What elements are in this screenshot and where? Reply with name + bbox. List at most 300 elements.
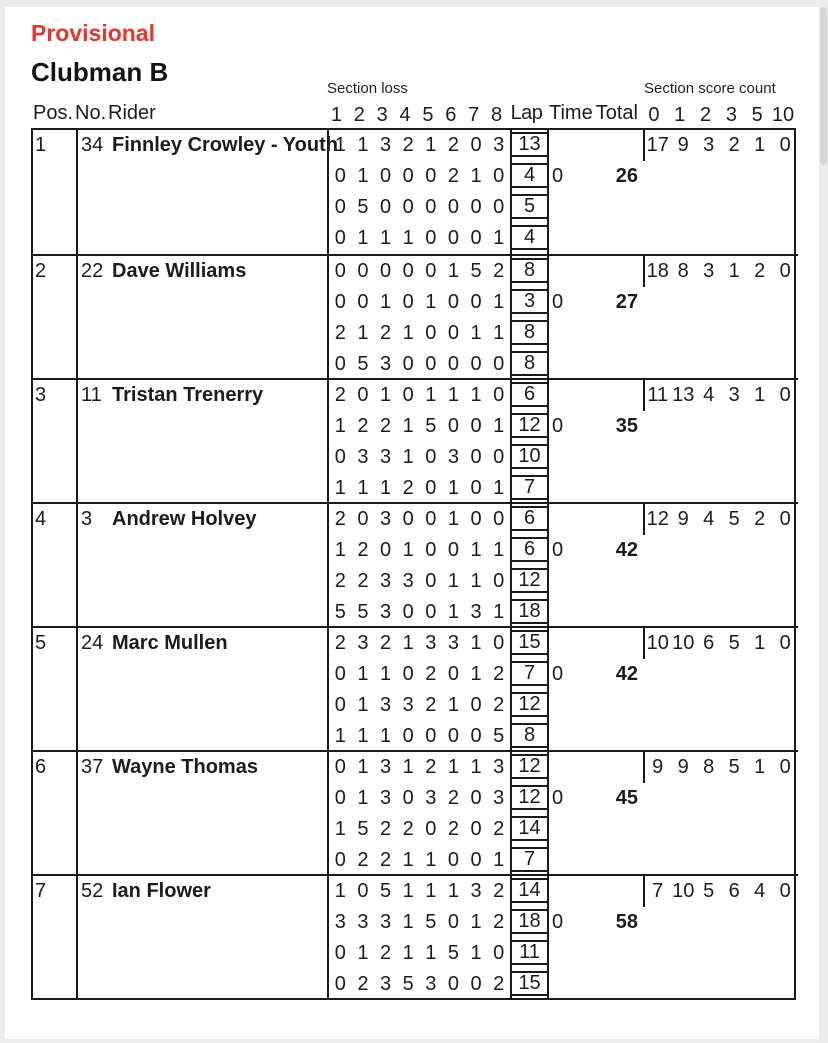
page-edge-bottom [0,1039,828,1043]
lap-total: 13 [512,132,547,157]
lap-total-slot [512,380,547,411]
lap-total: 12 [512,568,547,593]
total-value: 26 [615,165,638,187]
section-score: 2 [357,415,369,437]
lap-total-slot [512,535,547,566]
lap-total: 14 [512,878,547,903]
section-score: 3 [470,601,482,623]
section-loss-lap-row [329,597,510,628]
score-count-value: 0 [779,756,791,778]
score-count-values [643,256,798,287]
section-score: 2 [493,911,505,933]
section-score: 2 [380,818,392,840]
section-score: 2 [425,694,437,716]
score-count-value: 4 [703,508,715,530]
time-value: 0 [552,415,564,437]
section-score: 1 [425,134,437,156]
section-score: 3 [357,632,369,654]
pos-column-header: Pos. [33,102,74,124]
time-total-row [549,907,643,938]
section-score: 0 [447,911,459,933]
section-score: 0 [402,196,414,218]
section-score: 0 [402,508,414,530]
rider-position: 1 [35,134,47,156]
section-score: 3 [402,694,414,716]
time-total-header-cell [545,100,641,131]
section-score: 2 [380,632,392,654]
lap-total: 3 [512,289,547,314]
section-score: 0 [425,260,437,282]
section-score: 0 [447,973,459,995]
section-score: 0 [380,539,392,561]
rider-number: 24 [81,632,104,654]
section-score: 1 [447,477,459,499]
lap-total-slot [512,752,547,783]
lap-total-slot [512,659,547,690]
section-loss-lap-row [329,845,510,876]
section-score: 3 [380,973,392,995]
section-score: 1 [470,384,482,406]
lap-total: 18 [512,909,547,934]
section-score: 0 [425,353,437,375]
section-score: 1 [402,322,414,344]
rider-row [33,254,798,378]
lap-total-slot [512,130,547,161]
section-score: 1 [470,756,482,778]
section-score: 1 [447,880,459,902]
section-score: 2 [447,787,459,809]
section-score: 1 [402,632,414,654]
provisional-title: Provisional [31,20,155,46]
section-score: 3 [380,787,392,809]
section-score: 0 [470,725,482,747]
rider-column-header-cell [74,100,325,131]
section-score: 0 [470,196,482,218]
lap-total: 12 [512,754,547,779]
section-score: 0 [425,601,437,623]
section-loss-lap-row [329,814,510,845]
score-count-value: 5 [728,756,740,778]
score-count-values [643,504,798,535]
section-score: 1 [447,570,459,592]
section-score: 3 [357,446,369,468]
section-score: 0 [334,291,346,313]
scrollbar-thumb[interactable] [820,7,827,165]
rider-name: Andrew Holvey [112,508,257,530]
time-column-header: Time [549,102,593,124]
rider-row [33,378,798,502]
section-score: 3 [493,756,505,778]
score-count-value: 0 [779,260,791,282]
section-score: 0 [493,942,505,964]
section-score: 0 [402,787,414,809]
section-number-header: 5 [422,104,434,126]
score-count-value: 1 [754,134,766,156]
rider-position: 5 [35,632,47,654]
lap-total-slot [512,845,547,876]
section-loss-lap-row [329,752,510,783]
section-score: 1 [357,942,369,964]
score-count-value: 4 [754,880,766,902]
section-score: 2 [425,756,437,778]
section-score: 0 [447,227,459,249]
score-count-header: 1 [674,104,686,126]
section-score: 0 [425,227,437,249]
section-score: 1 [357,165,369,187]
lap-column-header: Lap [510,102,543,124]
section-score: 2 [357,539,369,561]
lap-total: 4 [512,163,547,188]
score-count-value: 10 [672,632,695,654]
section-number-header: 1 [330,104,342,126]
section-score: 2 [447,165,459,187]
section-score: 2 [402,818,414,840]
section-score: 1 [357,725,369,747]
section-score: 0 [380,196,392,218]
rider-number: 22 [81,260,104,282]
section-score: 2 [334,384,346,406]
section-score: 2 [493,818,505,840]
section-number-header: 4 [399,104,411,126]
total-value: 42 [615,663,638,685]
section-score: 0 [380,260,392,282]
section-number-header: 2 [353,104,365,126]
rider-cell [76,628,327,752]
time-total-row [549,535,643,566]
score-count-value: 7 [652,880,664,902]
time-total-row [549,411,643,442]
lap-total: 7 [512,475,547,500]
score-count-value: 6 [728,880,740,902]
section-loss-lap-row [329,628,510,659]
section-score: 2 [402,477,414,499]
section-score: 0 [425,570,437,592]
section-score: 3 [380,694,392,716]
lap-total: 18 [512,599,547,624]
section-score: 0 [447,539,459,561]
rider-number: 3 [81,508,93,530]
section-score: 2 [493,973,505,995]
section-loss-lap-row [329,380,510,411]
score-count-value: 11 [647,384,669,406]
section-score: 0 [402,353,414,375]
section-score-count-label: Section score count [644,80,776,97]
section-score: 0 [493,446,505,468]
section-score: 1 [425,291,437,313]
section-score: 3 [334,911,346,933]
time-value: 0 [552,165,564,187]
score-count-headers [641,100,796,131]
section-score: 0 [447,322,459,344]
score-count-value: 13 [672,384,695,406]
section-score: 1 [402,227,414,249]
rider-column-header: Rider [108,102,156,124]
score-count-values [643,752,798,783]
rider-cell [76,504,327,628]
rider-name: Tristan Trenerry [112,384,264,406]
lap-total-slot [512,161,547,192]
section-score: 0 [402,260,414,282]
lap-total-slot [512,690,547,721]
section-score: 0 [334,663,346,685]
lap-total-slot [512,783,547,814]
section-score: 2 [493,663,505,685]
score-count-value: 1 [754,384,766,406]
section-loss-lap-row [329,161,510,192]
time-total-cell [547,752,643,876]
section-score: 1 [380,384,392,406]
section-number-header: 3 [376,104,388,126]
section-loss-lap-row [329,473,510,504]
section-number-headers [325,100,508,131]
section-score: 5 [425,415,437,437]
section-score: 1 [470,570,482,592]
section-score: 3 [402,570,414,592]
section-score: 3 [380,134,392,156]
score-count-value: 8 [703,756,715,778]
section-score: 0 [425,725,437,747]
section-score: 1 [402,446,414,468]
section-loss-grid [327,256,510,380]
lap-total-slot [512,256,547,287]
rider-cell [76,752,327,876]
section-score: 0 [470,508,482,530]
section-score: 1 [380,291,392,313]
section-score: 1 [493,601,505,623]
section-score: 5 [470,260,482,282]
score-count-value: 18 [646,260,669,282]
section-score: 0 [447,291,459,313]
page-edge-top [0,0,828,7]
section-score: 1 [470,632,482,654]
section-score: 2 [493,880,505,902]
section-score: 5 [402,973,414,995]
lap-total-slot [512,192,547,223]
section-score: 2 [380,322,392,344]
lap-total-slot [512,566,547,597]
section-loss-lap-row [329,659,510,690]
score-count-value: 17 [646,134,669,156]
section-loss-lap-row [329,256,510,287]
score-count-value: 2 [754,508,766,530]
time-total-row [549,161,643,192]
lap-total: 14 [512,816,547,841]
section-score: 1 [380,477,392,499]
lap-total-slot [512,814,547,845]
lap-total-slot [512,907,547,938]
score-count-value: 9 [652,756,664,778]
time-value: 0 [552,539,564,561]
time-total-cell [547,380,643,504]
total-column-header: Total [595,102,638,124]
rider-cell [76,256,327,380]
section-score: 1 [493,291,505,313]
rider-position: 3 [35,384,47,406]
section-score: 0 [470,415,482,437]
time-total-cell [547,628,643,752]
section-loss-grid [327,504,510,628]
section-score: 2 [357,973,369,995]
section-score: 2 [402,134,414,156]
section-score: 0 [402,384,414,406]
spacer [74,80,325,100]
section-score: 1 [470,663,482,685]
section-score: 0 [402,601,414,623]
section-score: 0 [470,973,482,995]
section-score: 0 [334,942,346,964]
section-score: 1 [380,725,392,747]
section-score: 0 [402,291,414,313]
score-count-header: 0 [648,104,660,126]
section-score: 0 [334,227,346,249]
lap-total-slot [512,411,547,442]
section-loss-lap-row [329,690,510,721]
section-score: 2 [493,694,505,716]
rider-row [33,502,798,626]
score-count-value: 5 [728,632,740,654]
section-score: 0 [470,694,482,716]
section-score: 0 [357,291,369,313]
score-count-value: 3 [703,134,715,156]
section-loss-lap-row [329,192,510,223]
section-score: 0 [334,756,346,778]
section-number-header: 7 [468,104,480,126]
section-score: 0 [334,260,346,282]
rider-number: 37 [81,756,104,778]
section-score: 0 [402,165,414,187]
section-score: 1 [357,477,369,499]
section-score: 1 [334,725,346,747]
time-value: 0 [552,291,564,313]
lap-total: 15 [512,971,547,996]
section-score: 1 [334,818,346,840]
section-score: 1 [380,663,392,685]
score-count-values [643,876,798,907]
time-value: 0 [552,787,564,809]
section-score: 0 [470,134,482,156]
lap-total: 10 [512,444,547,469]
rider-name: Marc Mullen [112,632,228,654]
section-score: 5 [357,601,369,623]
section-score: 1 [493,322,505,344]
score-count-value: 0 [779,880,791,902]
section-loss-grid [327,380,510,504]
section-score: 0 [493,632,505,654]
section-score: 3 [493,787,505,809]
lap-totals-column [510,876,547,1000]
section-score: 5 [334,601,346,623]
section-loss-lap-row [329,504,510,535]
section-score: 0 [470,353,482,375]
section-score: 2 [380,942,392,964]
lap-total: 15 [512,630,547,655]
section-score: 0 [402,663,414,685]
section-score: 5 [380,880,392,902]
rider-row [33,874,798,998]
rider-position: 4 [35,508,47,530]
section-loss-lap-row [329,938,510,969]
lap-total: 12 [512,692,547,717]
section-score: 0 [493,353,505,375]
rider-name: Wayne Thomas [112,756,258,778]
section-loss-grid [327,130,510,254]
section-score: 0 [470,291,482,313]
section-score: 0 [447,725,459,747]
score-count-value: 1 [754,632,766,654]
section-loss-lap-row [329,130,510,161]
score-count-value: 5 [728,508,740,530]
section-score: 1 [493,539,505,561]
section-score: 1 [447,601,459,623]
lap-total: 12 [512,413,547,438]
lap-total: 6 [512,506,547,531]
section-score: 1 [470,942,482,964]
score-count-values [643,628,798,659]
section-number-header: 8 [491,104,503,126]
section-score: 0 [425,322,437,344]
section-score: 1 [357,663,369,685]
section-score: 1 [334,477,346,499]
section-score: 2 [334,508,346,530]
section-score: 0 [425,446,437,468]
section-number-header: 6 [445,104,457,126]
section-score: 3 [380,353,392,375]
section-loss-lap-row [329,287,510,318]
section-score: 1 [470,539,482,561]
rider-name: Dave Williams [112,260,247,282]
score-count-values [643,130,798,161]
section-score: 0 [447,663,459,685]
lap-total-slot [512,721,547,752]
section-score: 1 [334,539,346,561]
rider-row [33,626,798,750]
lap-total: 11 [512,940,547,965]
section-score: 0 [447,849,459,871]
section-loss-grid [327,752,510,876]
section-loss-lap-row [329,223,510,254]
rider-cell [76,876,327,1000]
lap-total-slot [512,876,547,907]
lap-total: 6 [512,382,547,407]
lap-total-slot [512,473,547,504]
lap-total-slot [512,318,547,349]
section-loss-lap-row [329,876,510,907]
section-score: 0 [470,849,482,871]
section-score: 1 [402,756,414,778]
section-score: 1 [425,384,437,406]
section-score: 1 [493,227,505,249]
score-count-value: 1 [728,260,740,282]
time-total-cell [547,256,643,380]
lap-total: 7 [512,661,547,686]
rider-position: 2 [35,260,47,282]
section-score: 0 [493,570,505,592]
section-score: 1 [402,911,414,933]
section-score: 1 [357,756,369,778]
section-score: 0 [493,384,505,406]
score-count-value: 0 [779,384,791,406]
score-count-value: 4 [703,384,715,406]
score-count-value: 6 [703,632,715,654]
section-score: 1 [425,849,437,871]
section-score: 1 [447,384,459,406]
lap-total-slot [512,504,547,535]
time-total-cell [547,876,643,1000]
total-value: 45 [615,787,638,809]
section-score: 2 [425,663,437,685]
time-value: 0 [552,663,564,685]
score-count-value: 0 [779,508,791,530]
